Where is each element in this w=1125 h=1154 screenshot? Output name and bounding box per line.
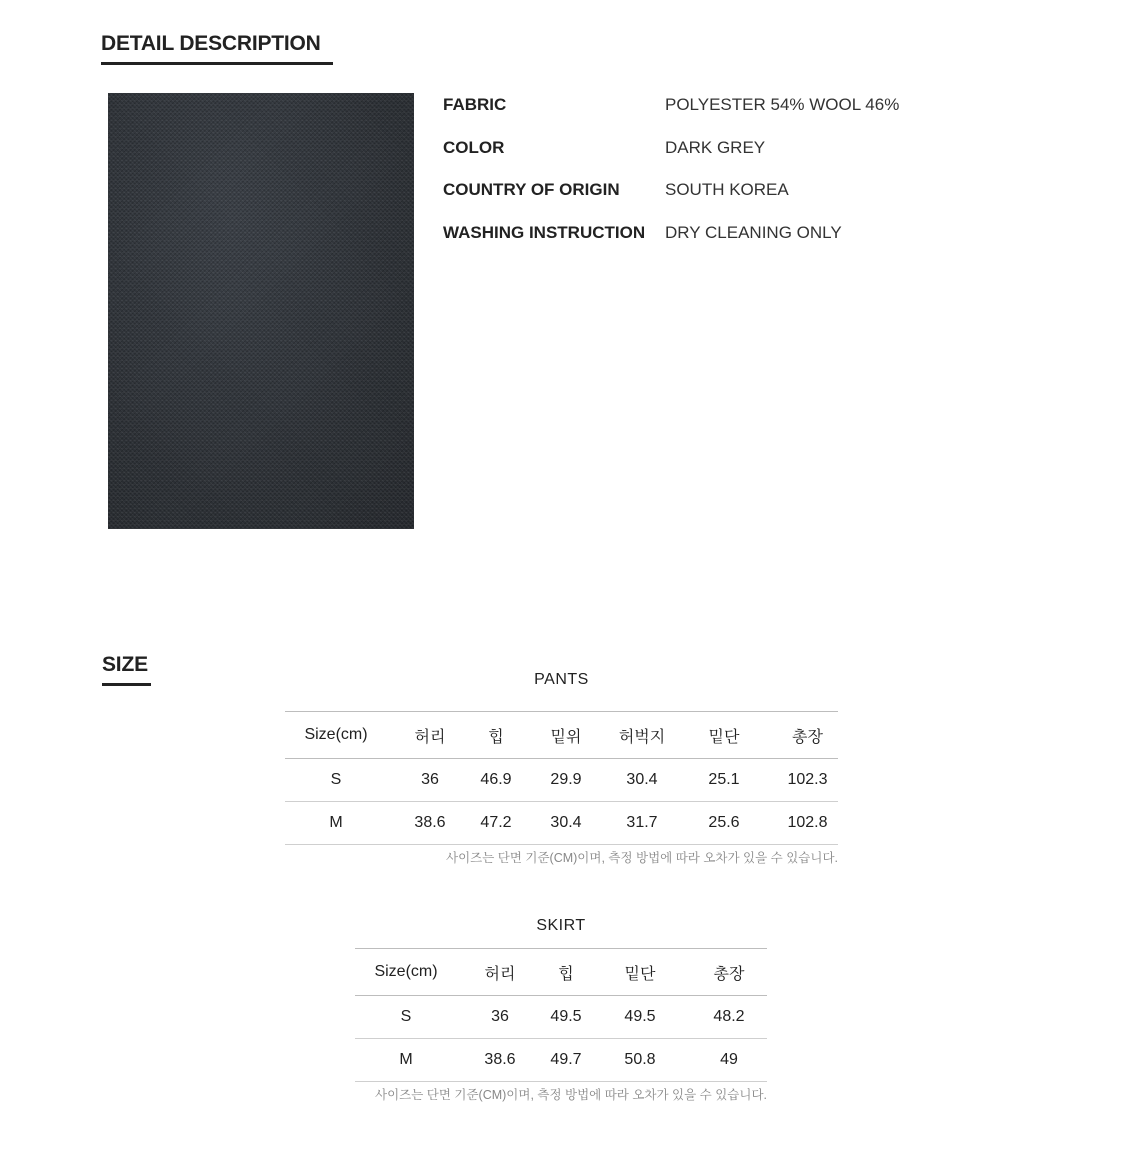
pants-size-table	[285, 711, 838, 845]
column-header: Size(cm)	[355, 949, 457, 996]
detail-description-heading	[101, 32, 333, 65]
table-cell: 48.2	[691, 996, 767, 1039]
table-cell: 25.1	[671, 759, 777, 802]
table-row	[355, 1039, 767, 1082]
spec-label-washing: WASHING INSTRUCTION	[443, 223, 646, 242]
spec-value-fabric: POLYESTER 54% WOOL 46%	[665, 95, 900, 114]
column-header: 총장	[777, 712, 838, 759]
column-header: 밑위	[519, 712, 613, 759]
table-cell: S	[285, 759, 387, 802]
table-cell: 49.7	[543, 1039, 589, 1082]
column-header: Size(cm)	[285, 712, 387, 759]
spec-value-washing: DRY CLEANING ONLY	[665, 223, 842, 242]
table-cell: 50.8	[589, 1039, 691, 1082]
table-cell: 49.5	[543, 996, 589, 1039]
column-header: 힙	[543, 949, 589, 996]
table-cell: 30.4	[519, 802, 613, 845]
skirt-size-note: 사이즈는 단면 기준(CM)이며, 측정 방법에 따라 오차가 있을 수 있습니다.	[375, 1088, 767, 1102]
table-cell: 47.2	[473, 802, 519, 845]
spec-label-fabric: FABRIC	[443, 95, 507, 114]
table-cell: 25.6	[671, 802, 777, 845]
spec-label-color: COLOR	[443, 138, 505, 157]
table-cell: S	[355, 996, 457, 1039]
column-header: 총장	[691, 949, 767, 996]
table-cell: 38.6	[387, 802, 473, 845]
skirt-size-table	[355, 948, 767, 1082]
table-cell: M	[355, 1039, 457, 1082]
table-cell: 38.6	[457, 1039, 543, 1082]
column-header: 밑단	[589, 949, 691, 996]
size-heading	[102, 653, 151, 686]
pants-size-note: 사이즈는 단면 기준(CM)이며, 측정 방법에 따라 오차가 있을 수 있습니다.	[446, 851, 838, 865]
spec-value-origin: SOUTH KOREA	[665, 180, 789, 199]
table-header-row	[285, 712, 838, 759]
column-header: 힙	[473, 712, 519, 759]
table-cell: 102.8	[777, 802, 838, 845]
column-header: 허리	[457, 949, 543, 996]
table-row	[285, 802, 838, 845]
column-header: 허리	[387, 712, 473, 759]
table-header-row	[355, 949, 767, 996]
heading-underline	[101, 62, 333, 65]
pants-table-title: PANTS	[534, 671, 589, 688]
table-cell: M	[285, 802, 387, 845]
table-cell: 31.7	[613, 802, 671, 845]
table-row	[285, 759, 838, 802]
spec-value-color: DARK GREY	[665, 138, 766, 157]
spec-label-origin: COUNTRY OF ORIGIN	[443, 180, 620, 199]
detail-description-title: DETAIL DESCRIPTION	[101, 32, 321, 55]
fabric-swatch-image	[108, 93, 414, 529]
table-cell: 46.9	[473, 759, 519, 802]
table-cell: 36	[387, 759, 473, 802]
table-cell: 29.9	[519, 759, 613, 802]
heading-underline	[102, 683, 151, 686]
table-cell: 102.3	[777, 759, 838, 802]
table-cell: 49.5	[589, 996, 691, 1039]
column-header: 밑단	[671, 712, 777, 759]
column-header: 허벅지	[613, 712, 671, 759]
table-cell: 36	[457, 996, 543, 1039]
size-title: SIZE	[102, 653, 148, 676]
table-cell: 49	[691, 1039, 767, 1082]
table-row	[355, 996, 767, 1039]
table-cell: 30.4	[613, 759, 671, 802]
skirt-table-title: SKIRT	[536, 917, 586, 934]
